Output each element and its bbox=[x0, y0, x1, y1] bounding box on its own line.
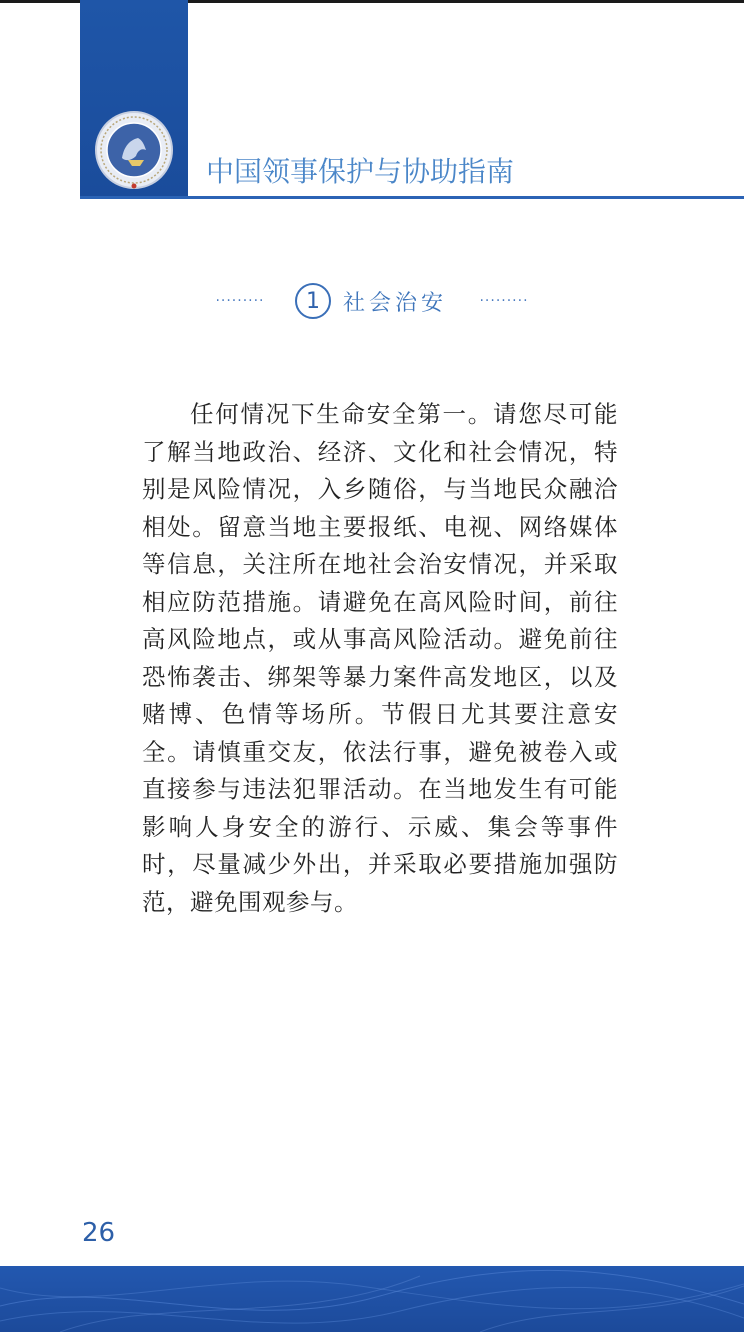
section-title: 社会治安 bbox=[342, 290, 447, 316]
page-number: 26 bbox=[82, 1218, 116, 1248]
header-divider bbox=[80, 196, 744, 199]
footer-wave-pattern bbox=[0, 1266, 744, 1332]
section-number-badge: 1 bbox=[295, 283, 331, 319]
decorative-dots-right: ········· bbox=[479, 293, 529, 309]
consular-emblem-icon bbox=[94, 110, 174, 190]
decorative-dots-left: ········· bbox=[215, 293, 265, 309]
body-paragraph: 任何情况下生命安全第一。请您尽可能了解当地政治、经济、文化和社会情况，特别是风险情况，入乡随俗，与当地民众融洽相处。留意当地主要报纸、电视、网络媒体等信息，关注所在地社会治安情况，并采取相应防范措施。请避免在高风险时间，前往高风险地点，或从事高风险活动。避免前往恐怖袭击、绑架等暴力案件高发地区，以及赌博、色情等场所。节假日尤其要注意安全。请慎重交友，依法行事，避免被卷入或直接参与违法犯罪活动。在当地发生有可能影响人身安全的游行、示威、集会等事件时，尽量减少外出，并采取必要措施加强防范，避免围观参与。 bbox=[142, 400, 618, 916]
header-title: 中国领事保护与协助指南 bbox=[206, 155, 515, 188]
footer-band bbox=[0, 1266, 744, 1332]
section-heading bbox=[0, 276, 744, 326]
